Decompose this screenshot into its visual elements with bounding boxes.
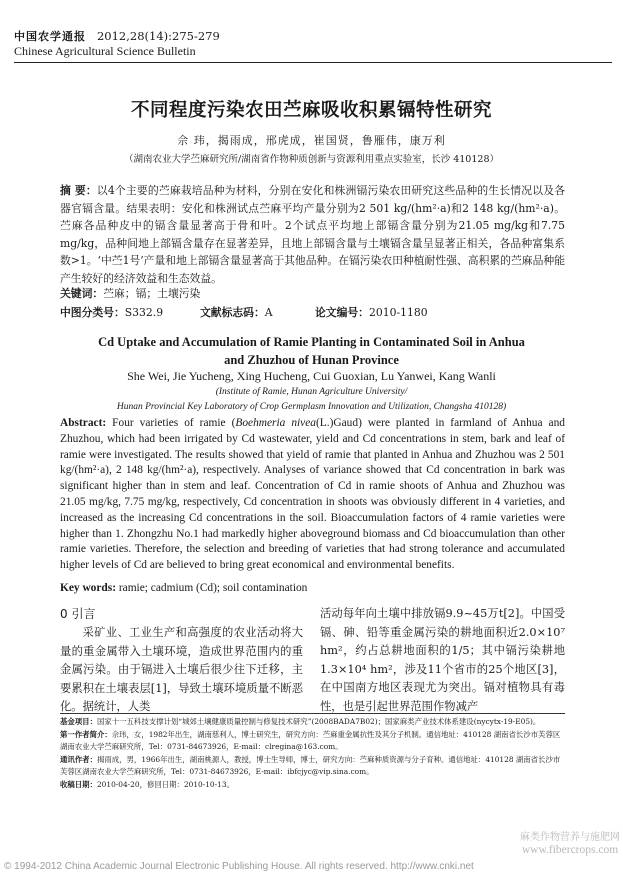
abstract-en-text-a: Four varieties of ramie (	[106, 417, 236, 429]
abstract-en-label: Abstract:	[60, 417, 107, 429]
footnotes	[60, 716, 565, 792]
keywords-en-text: ramie; cadmium (Cd); soil contamination	[116, 582, 308, 594]
species-name: Boehmeria nivea	[235, 417, 316, 429]
affiliation-en	[0, 385, 623, 415]
keywords-cn	[60, 286, 565, 301]
footnote-funding-label: 基金项目：	[60, 717, 97, 726]
classification-row	[60, 305, 565, 320]
authors-cn: 佘 玮，揭雨成，邢虎成，崔国贤，鲁雁伟，康万利	[177, 134, 446, 147]
copyright-line: © 1994-2012 China Academic Journal Electronic Publishing House. All rights reserved. http://www.cnki.net	[4, 861, 474, 872]
header-rule	[14, 62, 612, 63]
keywords-cn-label: 关键词：	[60, 287, 104, 300]
watermark-line1: 麻类作物营养与施肥网	[520, 832, 620, 843]
abstract-en-text-b: (L.)Gaud) were planted in farmland of Anhua and Zhuzhou, which had been irrigated by Cd wastewater, yield and Cd concentrations in stem, bark and leaf of ramie were investigated. The results showed that yield of ramie that planted in Anhua and Zhuzhou was 2 501 kg/(hm²·a), 2 148 kg/(hm²·a), respectively. Analyses of variance showed that Cd concentration in bark was significant higher than in stem and leaf. Concentration of Cd in ramie shoots of Anhua and Zhuzhou was 21.05 mg/kg, 7.75 mg/kg, respectively, Cd concentration in shoots was obviously different in 4 varieties, and increased as the increasing Cd concentrations in the soil. Bioaccumulation factors of 4 ramie varieties were higher than 1. Zhongzhu No.1 had markedly higher aboveground biomass and Cd bioaccumulation than other ramie varieties. Therefore, the selection and breeding of varieties that had strong tolerance and accumulated higher levels of Cd are believed to bring great economical and environmental benefits.	[60, 417, 565, 572]
affiliation-en-line1: (Institute of Ramie, Hunan Agriculture University/	[215, 387, 408, 397]
keywords-cn-text: 苎麻；镉；土壤污染	[103, 287, 201, 300]
footnote-first-author	[60, 729, 565, 754]
footnote-corresponding-text: 揭雨成，男，1966年出生，湖南桃源人，教授，博士生导师，博士，研究方向：苎麻种质资源与分子育种。通信地址：410128 湖南省长沙市芙蓉区湖南农业大学苎麻研究所，Tel：0731-84673926，E-mail：ibfcjyc@vip.sina.com。	[60, 754, 561, 777]
body-column-left: 采矿业、工业生产和高强度的农业活动将大量的重金属带入土壤环境，造成世界范围内的重金属污染。由于镉进入土壤后很少往下迁移，主要累积在土壤表层[1]，导致土壤环境质量不断恶化。据统计，人类	[60, 626, 303, 714]
paper-title-en-line2: and Zhuzhou of Hunan Province	[224, 353, 399, 367]
authors-en: She Wei, Jie Yucheng, Xing Hucheng, Cui Guoxian, Lu Yanwei, Kang Wanli	[127, 369, 496, 383]
footnote-first-author-text: 佘玮，女，1982年出生，湖南慈利人，博士研究生，研究方向：苎麻重金属抗性及其分子机制。通信地址：410128 湖南省长沙市芙蓉区湖南农业大学苎麻研究所，Tel：0731-84673926，E-mail：clregina@163.com。	[60, 729, 561, 752]
footnote-corresponding-label: 通讯作者：	[60, 754, 97, 764]
section-heading-introduction: 0 引言	[60, 607, 96, 621]
body-column-right: 活动每年向土壤中排放镉9.9~45万t[2]。中国受镉、砷、铅等重金属污染的耕地面积近2.0×10⁷ hm²，约占总耕地面积的1/5；其中镉污染耕地1.3×10⁴ hm²，涉及11个省市的25个地区[3]，在中国南方地区表现尤为突出。镉对植物具有毒性，也是引起世界范围作物减产	[320, 607, 565, 713]
paper-number-value: 2010-1180	[368, 306, 428, 319]
footnote-corresponding-author	[60, 754, 565, 779]
abstract-en	[60, 416, 565, 574]
clc-label: 中图分类号：	[60, 306, 125, 319]
journal-name-en: Chinese Agricultural Science Bulletin	[14, 44, 196, 58]
footnote-dates-label: 收稿日期：	[60, 779, 97, 789]
footnote-dates	[60, 779, 565, 792]
paper-title-en	[0, 333, 623, 369]
affiliation-cn: （湖南农业大学苎麻研究所/湖南省作物种质创新与资源利用重点实验室，长沙 410128）	[124, 154, 499, 165]
affiliation-en-line2: Hunan Provincial Key Laboratory of Crop Germplasm Innovation and Utilization, Changsha 410128)	[116, 402, 507, 412]
site-watermark	[520, 832, 620, 856]
footnote-rule	[60, 713, 565, 714]
doc-code-value: A	[264, 306, 273, 319]
abstract-cn-label: 摘 要：	[60, 184, 97, 197]
keywords-en	[60, 582, 565, 594]
watermark-line2: www.fibercrops.com	[521, 844, 619, 856]
footnote-funding-text: 国家十一五科技支撑计划“城郊土壤健康质量控制与修复技术研究”(2008BADA7B02)；国家麻类产业技术体系建设(nycytx-19-E05)。	[96, 717, 541, 726]
clc-value: S332.9	[124, 306, 164, 319]
footnote-first-author-label: 第一作者简介：	[60, 729, 112, 739]
journal-name-cn: 中国农学通报	[14, 30, 86, 43]
paper-title-cn: 不同程度污染农田苎麻吸收积累镉特性研究	[130, 100, 492, 121]
abstract-cn-text: 以4个主要的苎麻栽培品种为材料，分别在安化和株洲镉污染农田研究这些品种的生长情况以及各器官镉含量。结果表明：安化和株洲试点苎麻平均产量分别为2 501 kg/(hm²·a)和2 148 kg/(hm²·a)。苎麻各品种皮中的镉含量显著高于骨和叶。2个试点平均地上部镉含量分别为21.05 mg/kg和7.75 mg/kg，品种间地上部镉含量存在显著差异，且地上部镉含量与土壤镉含量呈显著正相关，各品种富集系数>1。‘中苎1号’产量和地上部镉含量显著高于其他品种。在镉污染农田种植耐性强、高积累的苎麻品种能产生较好的经济效益和生态效益。	[60, 184, 565, 285]
journal-issue: 2012,28(14):275-279	[96, 29, 220, 43]
doc-code-label: 文献标志码：	[200, 306, 265, 319]
keywords-en-label: Key words:	[60, 582, 116, 594]
journal-header	[14, 28, 220, 44]
paper-title-en-line1: Cd Uptake and Accumulation of Ramie Planting in Contaminated Soil in Anhua	[98, 335, 525, 349]
footnote-dates-text: 2010-04-20，修回日期：2010-10-13。	[96, 779, 234, 789]
footnote-funding	[60, 716, 565, 729]
abstract-cn	[60, 182, 565, 288]
paper-number-label: 论文编号：	[315, 306, 369, 319]
